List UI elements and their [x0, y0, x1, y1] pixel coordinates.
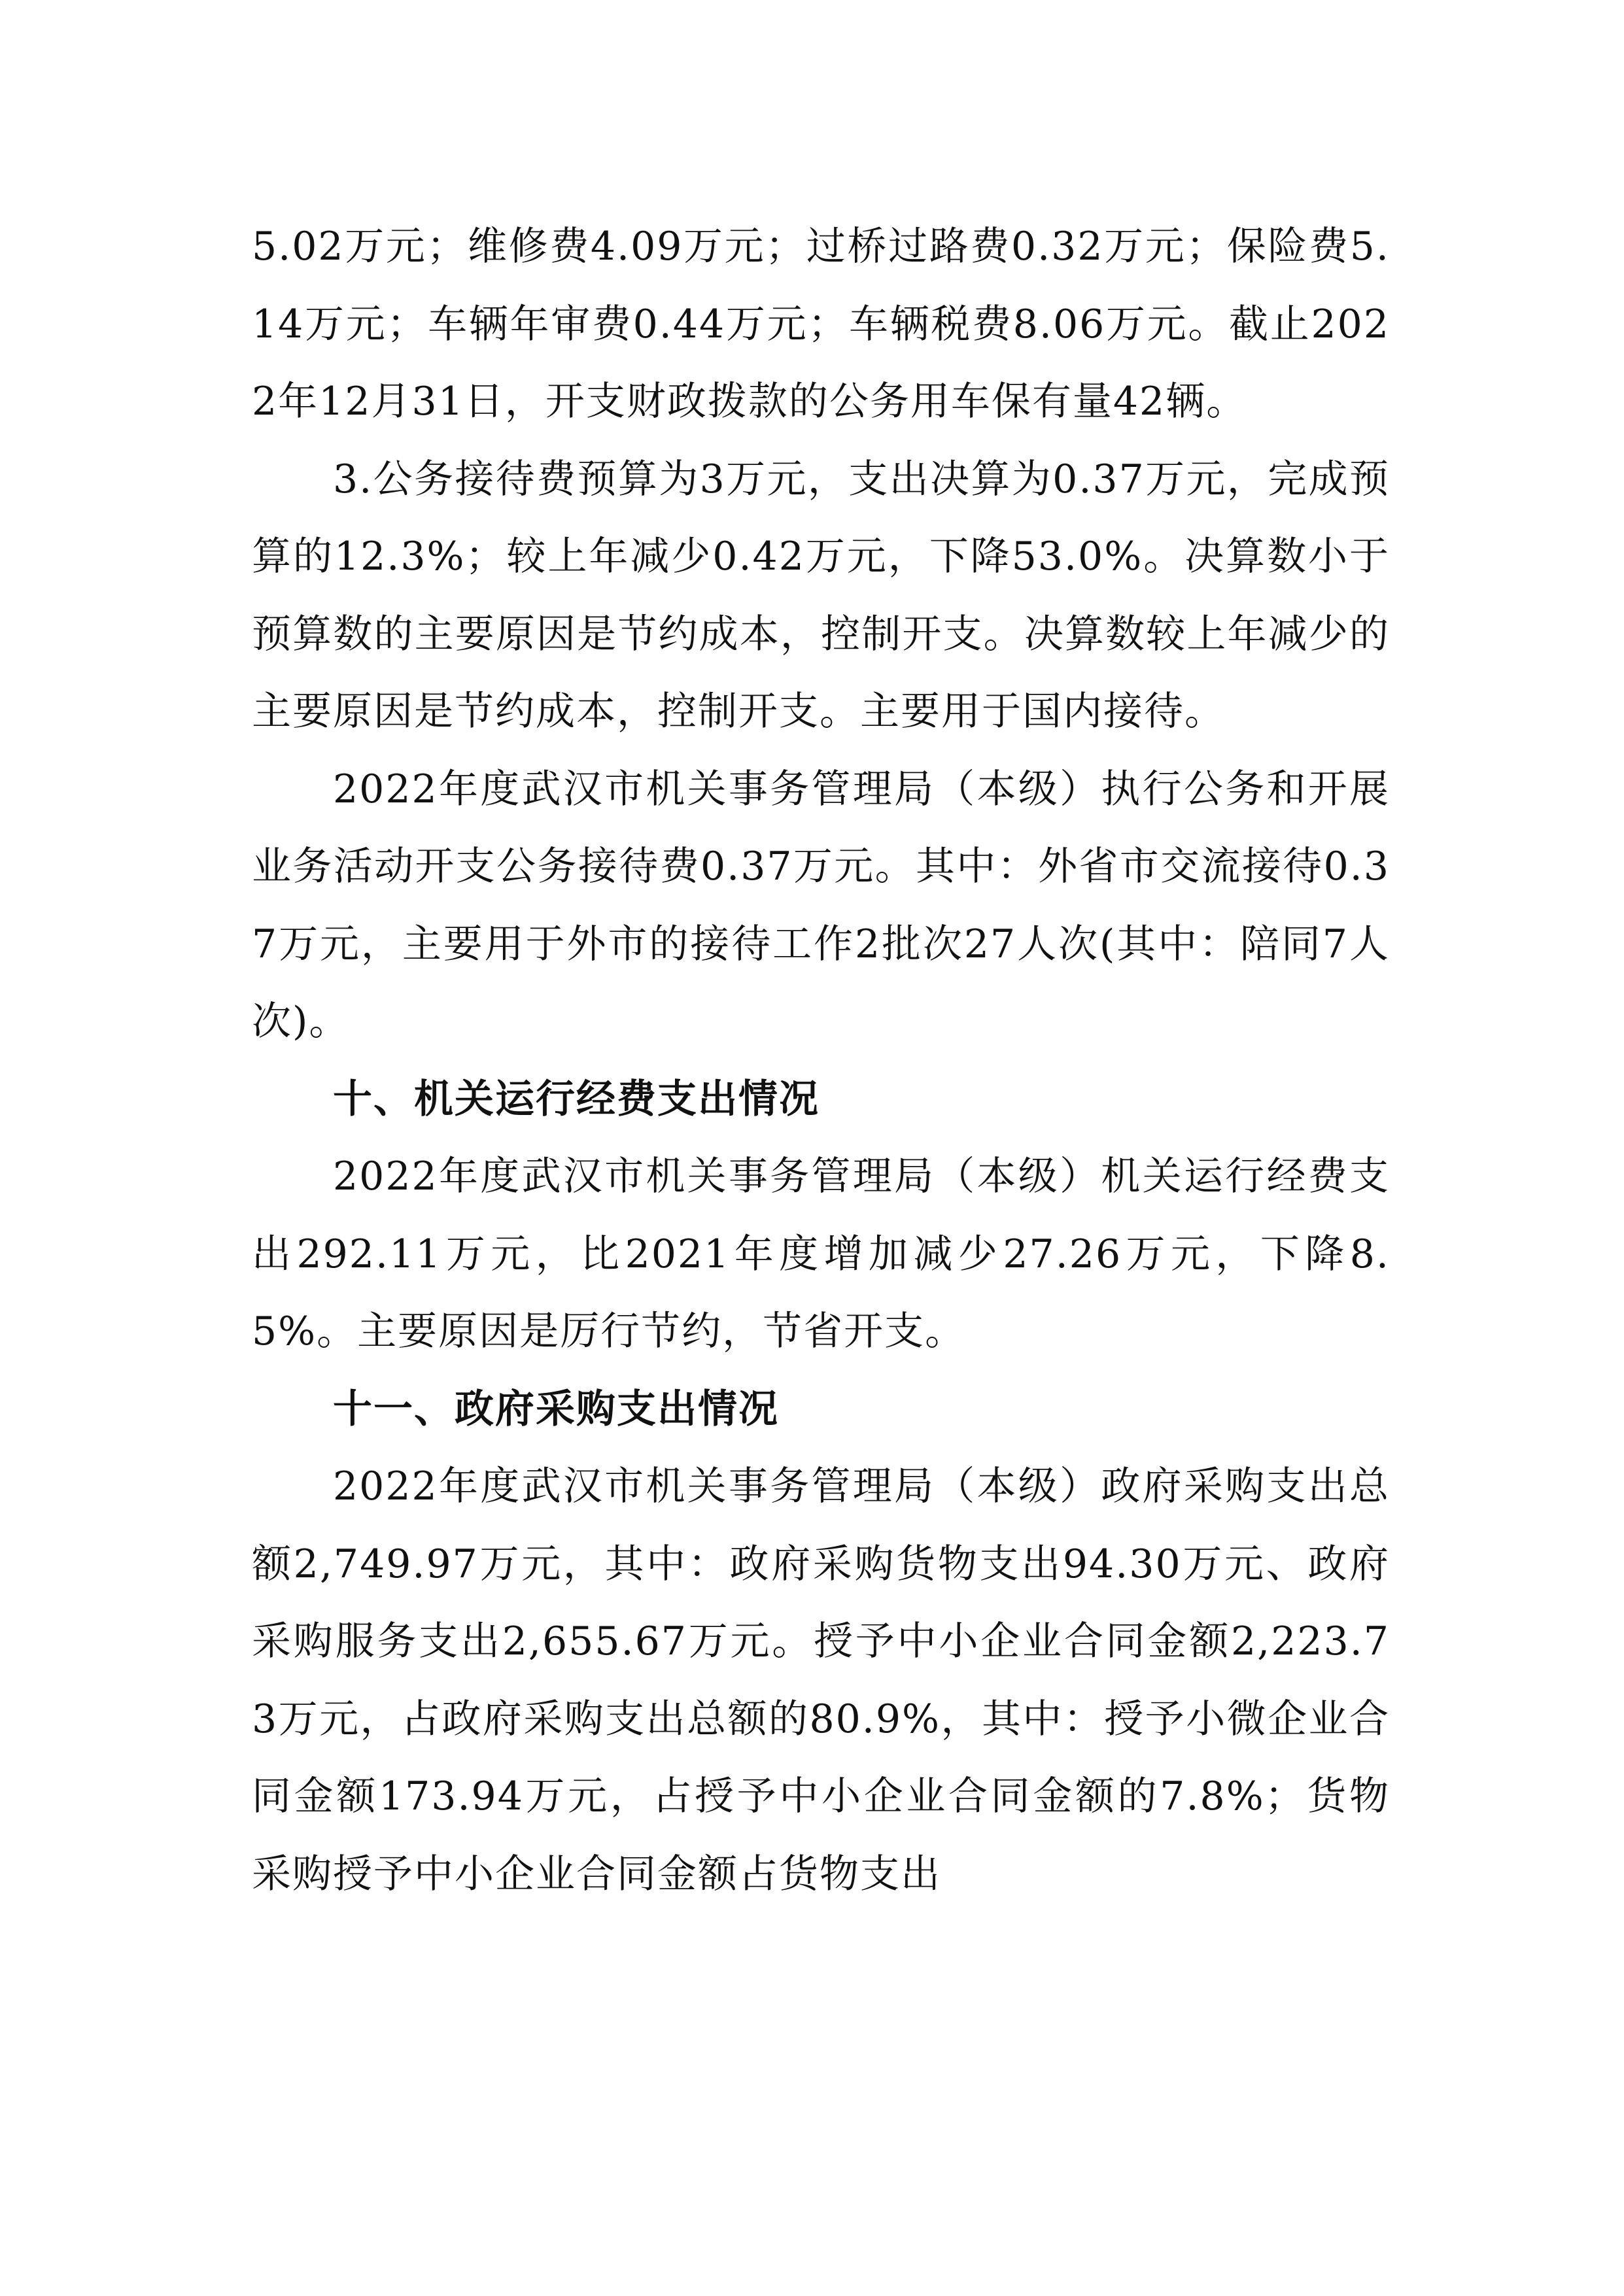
- section-heading-operating-expenses: 十、机关运行经费支出情况: [333, 1076, 820, 1122]
- document-body: [252, 208, 1390, 1913]
- paragraph-operating-expenses: 2022年度武汉市机关事务管理局（本级）机关运行经费支出292.11万元，比2021年度增加减少27.26万元，下降8.5%。主要原因是厉行节约，节省开支。: [252, 1154, 1390, 1354]
- paragraph-vehicle-costs: 5.02万元；维修费4.09万元；过桥过路费0.32万元；保险费5.14万元；车辆年审费0.44万元；车辆税费8.06万元。截止2022年12月31日，开支财政拨款的公务用车保有量42辆。: [252, 224, 1390, 424]
- paragraph-reception-budget: 3.公务接待费预算为3万元，支出决算为0.37万元，完成预算的12.3%；较上年减少0.42万元，下降53.0%。决算数小于预算数的主要原因是节约成本，控制开支。决算数较上年减少的主要原因是节约成本，控制开支。主要用于国内接待。: [252, 456, 1390, 734]
- paragraph-reception-details: 2022年度武汉市机关事务管理局（本级）执行公务和开展业务活动开支公务接待费0.37万元。其中：外省市交流接待0.37万元，主要用于外市的接待工作2批次27人次(其中：陪同7人次)。: [252, 766, 1390, 1044]
- paragraph-procurement: 2022年度武汉市机关事务管理局（本级）政府采购支出总额2,749.97万元，其中：政府采购货物支出94.30万元、政府采购服务支出2,655.67万元。授予中小企业合同金额2,223.73万元，占政府采购支出总额的80.9%，其中：授予小微企业合同金额173.94万元，占授予中小企业合同金额的7.8%；货物采购授予中小企业合同金额占货物支出: [252, 1464, 1390, 1897]
- section-heading-procurement: 十一、政府采购支出情况: [333, 1386, 779, 1432]
